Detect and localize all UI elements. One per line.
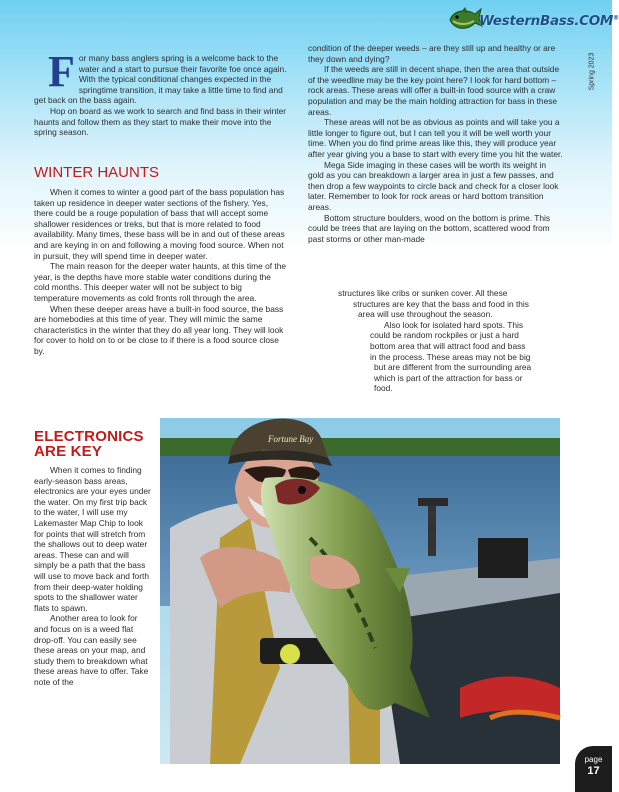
photo-illustration (160, 418, 560, 764)
right-paragraph-4: Bottom structure boulders, wood on the bottom is prime. This could be trees that are laying on the bottom, scattered wood from past storms or other man-made (308, 212, 551, 244)
wrap-line: in the process. These areas may not be big (370, 351, 531, 362)
brand-name: WesternBass.COM® (479, 13, 619, 29)
electronics-heading (34, 429, 152, 459)
winter-paragraph-1: When it comes to winter a good part of the bass population has taken up residence in deeper water sections of the fishery. Yes, there could be a rouge population of bass that will accept some shallower residences or treks, but that is more related to food availability. Many times, these bass will be in and out of these areas and are keying in on and following a moving food source. When not in pursuit, they will spend time in deeper water. (34, 187, 285, 261)
winter-heading: WINTER HAUNTS (34, 164, 159, 181)
issue-label: Spring 2023 (588, 52, 596, 91)
right-wrap-text (308, 288, 564, 394)
electronics-paragraph-1: When it comes to finding early-season bass areas, electronics are your eyes under the water. On my first trip back to the water, I will use my Lakemaster Map Chip to look for points that will stretch from the shallows out to deep water areas. These can and will simply be a path that the bass will use to move back and forth from their deep-water holding spots to the shallower water flats to spawn. (34, 465, 151, 613)
page-number-tab (575, 746, 612, 792)
right-paragraph-0: condition of the deeper weeds – are they still up and healthy or are they down and dying? (308, 43, 556, 64)
right-paragraph-2: These areas will not be as obvious as points and will take you a little longer to figure out, but I can tell you it will be well worth your time. When you do find prime areas like this, they will produce year after year giving you a base to start with every time you hit the water. (308, 117, 563, 159)
page-label: page (584, 755, 603, 764)
winter-paragraph-2: The main reason for the deeper water haunts, at this time of the year, is the depths have more stable water conditions during the cold months. This deeper water will not be subject to big temperature movements as cold fronts roll through the area. (34, 261, 287, 303)
dropcap: F (48, 47, 75, 96)
wrap-line: could be random rockpiles or just a hard (370, 330, 519, 341)
electronics-heading-line1: ELECTRONICS (34, 428, 144, 445)
wrap-line: bottom area that will attract food and bass (370, 340, 526, 351)
wrap-line: area will use throughout the season. (358, 309, 493, 320)
cap-logo-text: Fortune Bay (268, 434, 314, 444)
intro-paragraph-2: Hop on board as we work to search and find bass in their winter haunts and follow them as they start to make their move into the spring season. (34, 105, 287, 138)
page-number: 17 (587, 765, 600, 777)
wrap-line: which is part of the attraction for bass or (374, 372, 523, 383)
electronics-heading-line2: ARE KEY (34, 443, 103, 460)
electronics-paragraph-2: Another area to look for and focus on is a weed flat drop-off. You can easily see these areas on your map, and study them to breakdown what these areas have to offer. Take note of the (34, 613, 149, 687)
intro-section (34, 47, 288, 138)
wrap-line: Also look for isolated hard spots. This (384, 319, 524, 330)
winter-section (34, 165, 288, 357)
wrap-line: food. (374, 383, 393, 394)
angler-bass-photo (160, 418, 560, 764)
wrap-line: but are different from the surrounding area (374, 362, 532, 373)
wrap-line: structures are key that the bass and food in this (353, 298, 529, 309)
westernbass-logo[interactable] (447, 6, 619, 34)
electronics-section (34, 429, 152, 687)
right-column (308, 43, 564, 244)
right-paragraph-3: Mega Side imaging in these cases will be worth its weight in gold as you can breakdown a larger area in just a few passes, and then drop a few waypoints to circle back and check for a closer look later. Remember to look for rock areas or hard bottom transition areas. (308, 159, 559, 212)
bass-fish-icon (447, 6, 483, 34)
intro-paragraph-1: or many bass anglers spring is a welcome back to the water and a start to pursue their favorite foe once again. With the typical conditional changes expected in the springtime transition, it may take a little time to find and get back on the bass again. (34, 53, 287, 106)
winter-paragraph-3: When these deeper areas have a built-in food source, the bass are homebodies at this time of year. They will mimic the same characteristics in the winter that they do all year long. They will look for cover to hold on to or be close to if there is a food source close by. (34, 303, 284, 356)
right-paragraph-1: If the weeds are still in decent shape, then the area that outside of the weedline may be the key point here? I look for hard bottom – rock areas. These areas will offer a built-in food source with a craw population and may be the main holding attraction for bass in these areas. (308, 64, 560, 117)
wrap-line: structures like cribs or sunken cover. All these (338, 288, 508, 298)
